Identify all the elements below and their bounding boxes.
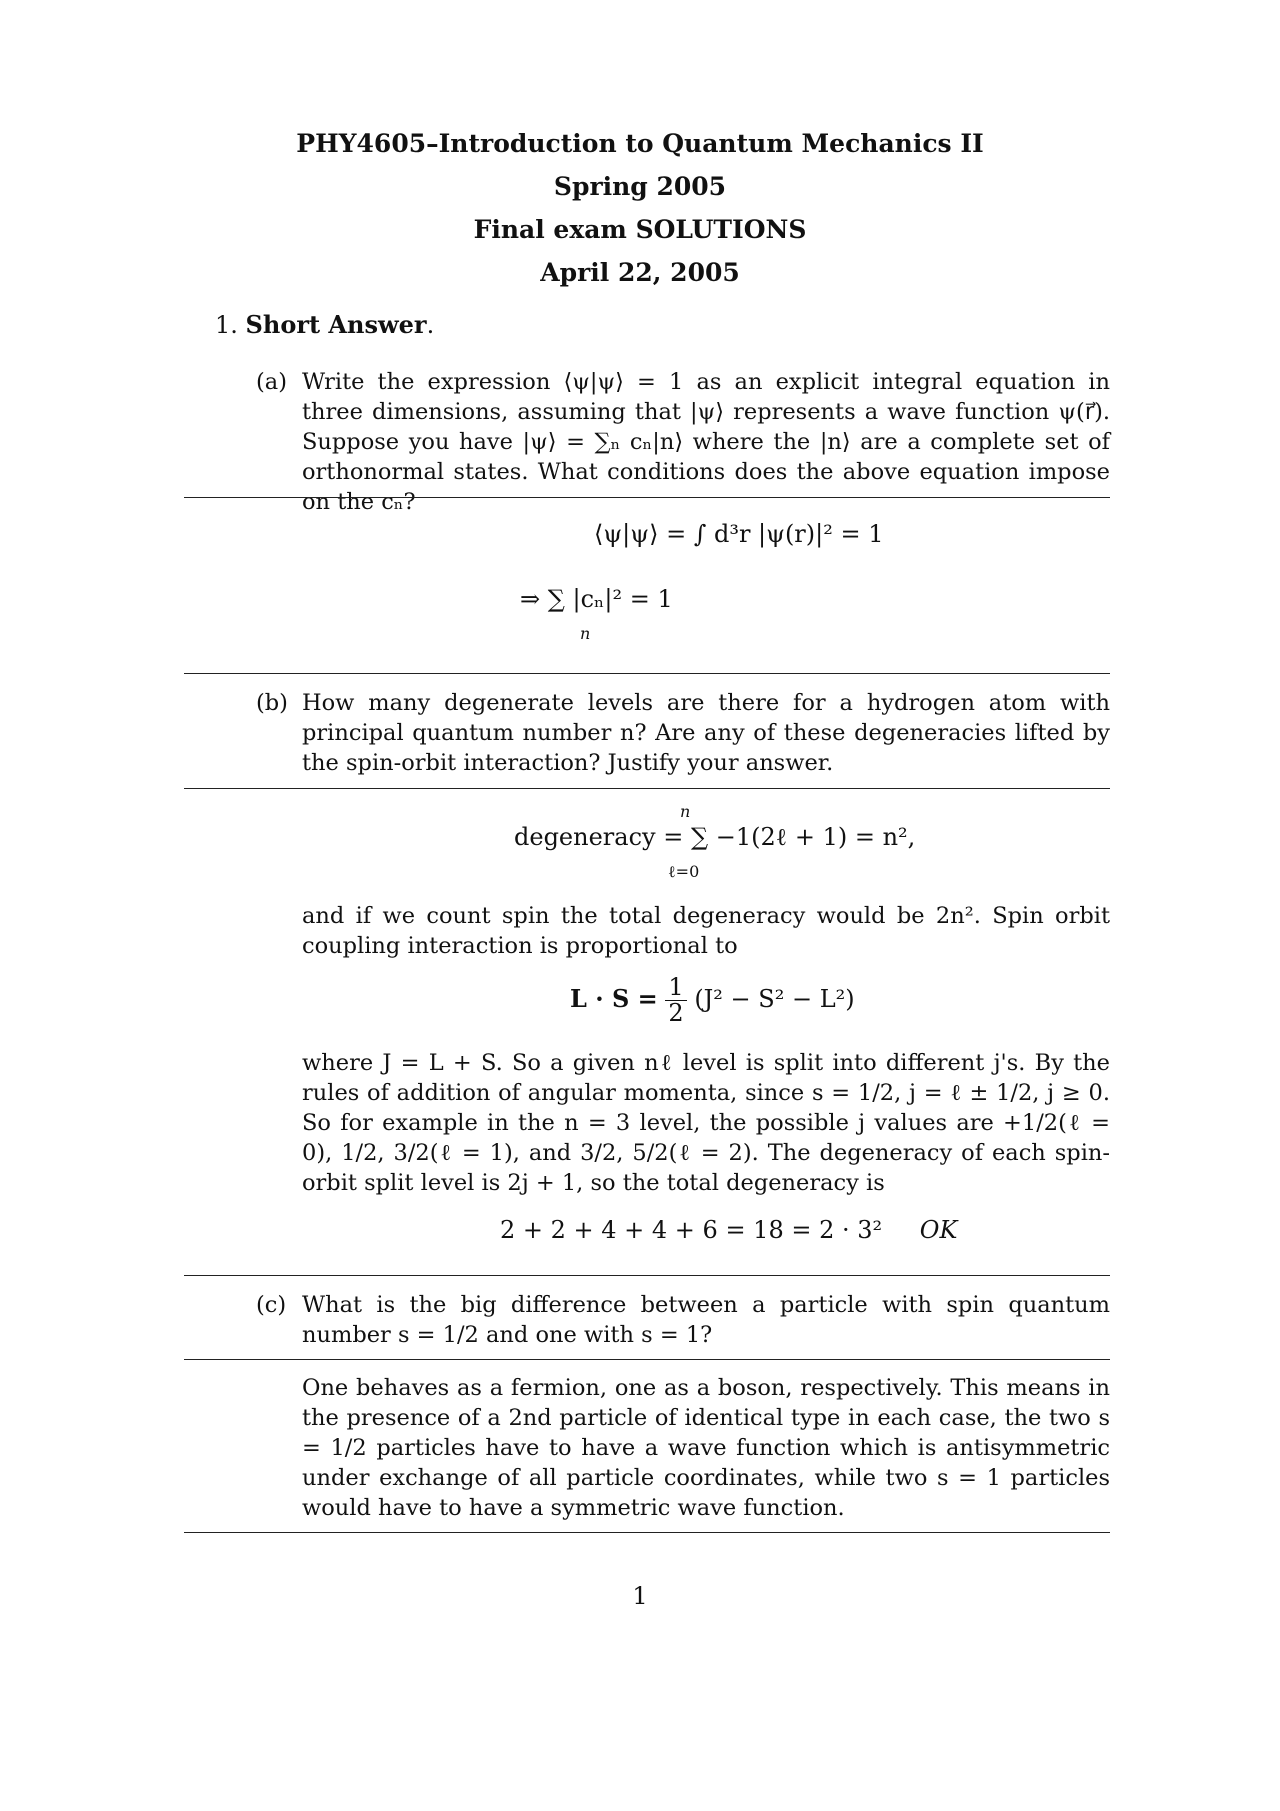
- part-a-sum-index: n: [580, 624, 591, 643]
- part-c-answer: One behaves as a fermion, one as a boson, respectively. This means in the presence of a 2nd particle of identical type in each case, the two s = 1/2 particles have to have a wave function which is antisymmetric under exchange of all particle coordinates, while two s = 1 particles would have to have a symmetric wave function.: [302, 1375, 1110, 1521]
- question-title-suffix: .: [426, 311, 435, 339]
- divider: [184, 1275, 1110, 1276]
- fraction-numerator: 1: [665, 975, 686, 1001]
- divider: [184, 1359, 1110, 1360]
- part-a-question: Write the expression ⟨ψ|ψ⟩ = 1 as an explicit integral equation in three dimensions, assuming that |ψ⟩ represents a wave function ψ(r⃗). Suppose you have |ψ⟩ = ∑ₙ cₙ|n⟩ where the |n⟩ are a complete set of orthonormal states. What conditions does the above equation impose on the cₙ?: [302, 369, 1110, 515]
- divider: [184, 497, 1110, 498]
- course-title: PHY4605–Introduction to Quantum Mechanics II: [296, 129, 984, 158]
- part-b-text-1: and if we count spin the total degeneracy would be 2n². Spin orbit coupling interaction is proportional to: [302, 903, 1110, 959]
- divider: [184, 673, 1110, 674]
- divider: [184, 1532, 1110, 1533]
- part-c-label: (c): [256, 1292, 287, 1318]
- part-a-equation-sum: ⇒ ∑ |cₙ|² = 1: [520, 585, 673, 613]
- exam-title: Final exam SOLUTIONS: [473, 215, 807, 244]
- part-b-total-degeneracy: [500, 1216, 957, 1244]
- question-1-heading: [215, 310, 434, 339]
- part-c-question: What is the big difference between a particle with spin quantum number s = 1/2 and one with s = 1?: [302, 1292, 1110, 1348]
- part-b-text-2: where J = L + S. So a given nℓ level is split into different j's. By the rules of addition of angular momenta, since s = 1/2, j = ℓ ± 1/2, j ≥ 0. So for example in the n = 3 level, the possible j values are +1/2(ℓ = 0), 1/2, 3/2(ℓ = 1), and 3/2, 5/2(ℓ = 2). The degeneracy of each spin-orbit split level is 2j + 1, so the total degeneracy is: [302, 1050, 1110, 1196]
- part-b-label: (b): [256, 690, 288, 716]
- part-b-question: How many degenerate levels are there for a hydrogen atom with principal quantum number n? Are any of these degeneracies lifted by the spin-orbit interaction? Justify your answer.: [302, 690, 1110, 776]
- part-b-sum-lower: ℓ=0: [668, 862, 700, 881]
- ok-mark: OK: [919, 1216, 958, 1244]
- title-block: [0, 122, 1280, 294]
- term: Spring 2005: [553, 172, 727, 201]
- ls-right: (J² − S² − L²): [694, 985, 855, 1014]
- one-half-fraction: [665, 975, 686, 1026]
- question-number: 1.: [215, 311, 238, 339]
- part-b-sum-upper: n: [680, 802, 691, 821]
- divider: [184, 788, 1110, 789]
- page-number: 1: [632, 1582, 648, 1610]
- fraction-denominator: 2: [668, 999, 684, 1028]
- part-a-equation-integral: ⟨ψ|ψ⟩ = ∫ d³r |ψ(r)|² = 1: [594, 520, 884, 548]
- exam-date: April 22, 2005: [540, 258, 740, 287]
- part-b-ls-equation: [570, 975, 855, 1026]
- part-a-label: (a): [256, 369, 287, 395]
- part-b-degeneracy-equation: degeneracy = ∑ −1(2ℓ + 1) = n²,: [514, 823, 916, 851]
- ls-left: L · S =: [570, 984, 658, 1014]
- total-degeneracy-sum: 2 + 2 + 4 + 4 + 6 = 18 = 2 · 3²: [500, 1216, 883, 1244]
- question-title: Short Answer: [245, 310, 427, 339]
